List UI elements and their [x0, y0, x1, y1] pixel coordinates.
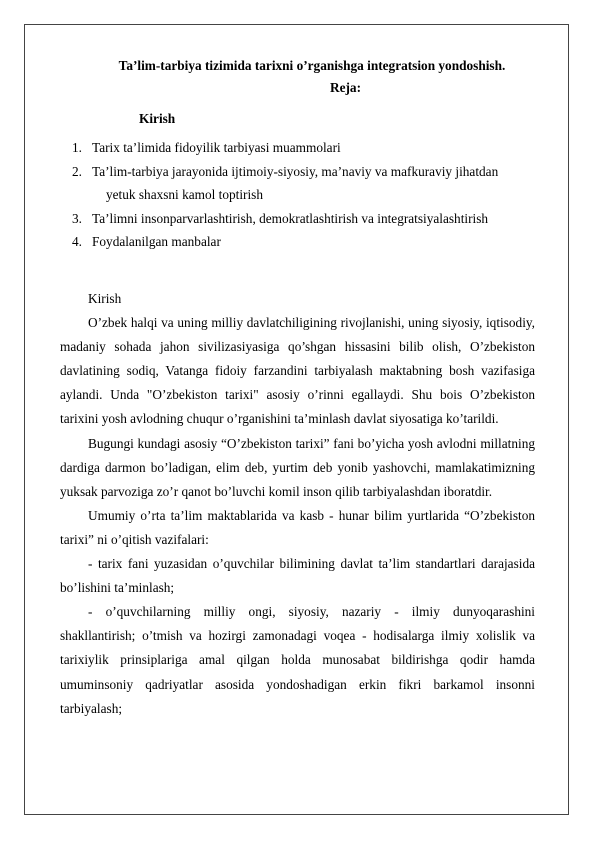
toc-number: 1. — [72, 140, 82, 155]
toc-text: Ta’limni insonparvarlashtirish, demokratlashtirish va integratsiyalashtirish — [92, 210, 489, 226]
toc-item-continuation — [0, 183, 540, 207]
toc-item — [0, 230, 540, 254]
toc-text: Ta’lim-tarbiya jarayonida ijtimoiy-siyosiy, ma’naviy va mafkuraviy jihatdan — [92, 163, 499, 179]
body-text — [60, 287, 535, 721]
toc-item — [0, 160, 540, 184]
document-title: Ta’lim-tarbiya tizimida tarixni o’rganishga integratsion yondoshish. — [118, 58, 506, 73]
paragraph: - o’quvchilarning milliy ongi, siyosiy, nazariy - ilmiy dunyoqarashini shakllantirish; o’tmish va hozirgi zamonadagi voqea - hodisalarga ilmiy xolislik va tarixiylik prinsiplariga amal qilgan holda munosabat bildirishga qodir hamda umuminsoniy qadriyatlar asosida yondoshadigan erkin fikri barkamol insonni tarbiyalash; — [60, 604, 535, 716]
toc-number: 4. — [72, 234, 82, 250]
toc-text: Foydalanilgan manbalar — [92, 234, 221, 250]
toc-text: Tarix ta’limida fidoyilik tarbiyasi muammolari — [92, 140, 341, 155]
paragraph: O’zbek halqi va uning milliy davlatchiligining rivojlanishi, uning siyosiy, iqtisodiy, madaniy sohada jahon sivilizasiyasiga qo’shgan hissasini bilib olish, O’zbekiston davlatining sodiq, Vatanga fidoiy farzandini tarbiyalash maktabning bosh vazifasiga aylandi. Unda "O’zbekiston tarixi" asosiy o’rinni egallaydi. Shu bois O’zbekiston tarixini yosh avlodning chuqur o’rganishini ta’minlash davlat siyosatiga ko’tarildi. — [60, 315, 535, 427]
section-heading: Kirish — [88, 291, 122, 306]
paragraph: Umumiy o’rta ta’lim maktablarida va kasb - hunar bilim yurtlarida “O’zbekiston tarixi” ni o’qitish vazifalari: — [60, 507, 535, 547]
paragraph: - tarix fani yuzasidan o’quvchilar bilimining davlat ta’lim standartlari darajasida bo’lishini ta’minlash; — [60, 556, 535, 596]
toc-number: 2. — [72, 163, 82, 179]
plan-label: Reja: — [330, 80, 362, 95]
intro-heading: Kirish — [139, 111, 176, 126]
toc-number: 3. — [72, 210, 82, 226]
table-of-contents — [0, 136, 596, 254]
toc-text-continuation: yetuk shaxsni kamol toptirish — [106, 187, 263, 203]
toc-item — [0, 207, 540, 231]
paragraph: Bugungi kundagi asosiy “O’zbekiston tarixi” fani bo’yicha yosh avlodni millatning dardiga darmon bo’ladigan, elim deb, yurtim deb yonib yashovchi, mamlakatimizning yuksak parvoziga zo’r qanot bo’luvchi komil inson qilib tarbiyalashdan iboratdir. — [60, 435, 535, 499]
toc-item — [0, 136, 540, 160]
